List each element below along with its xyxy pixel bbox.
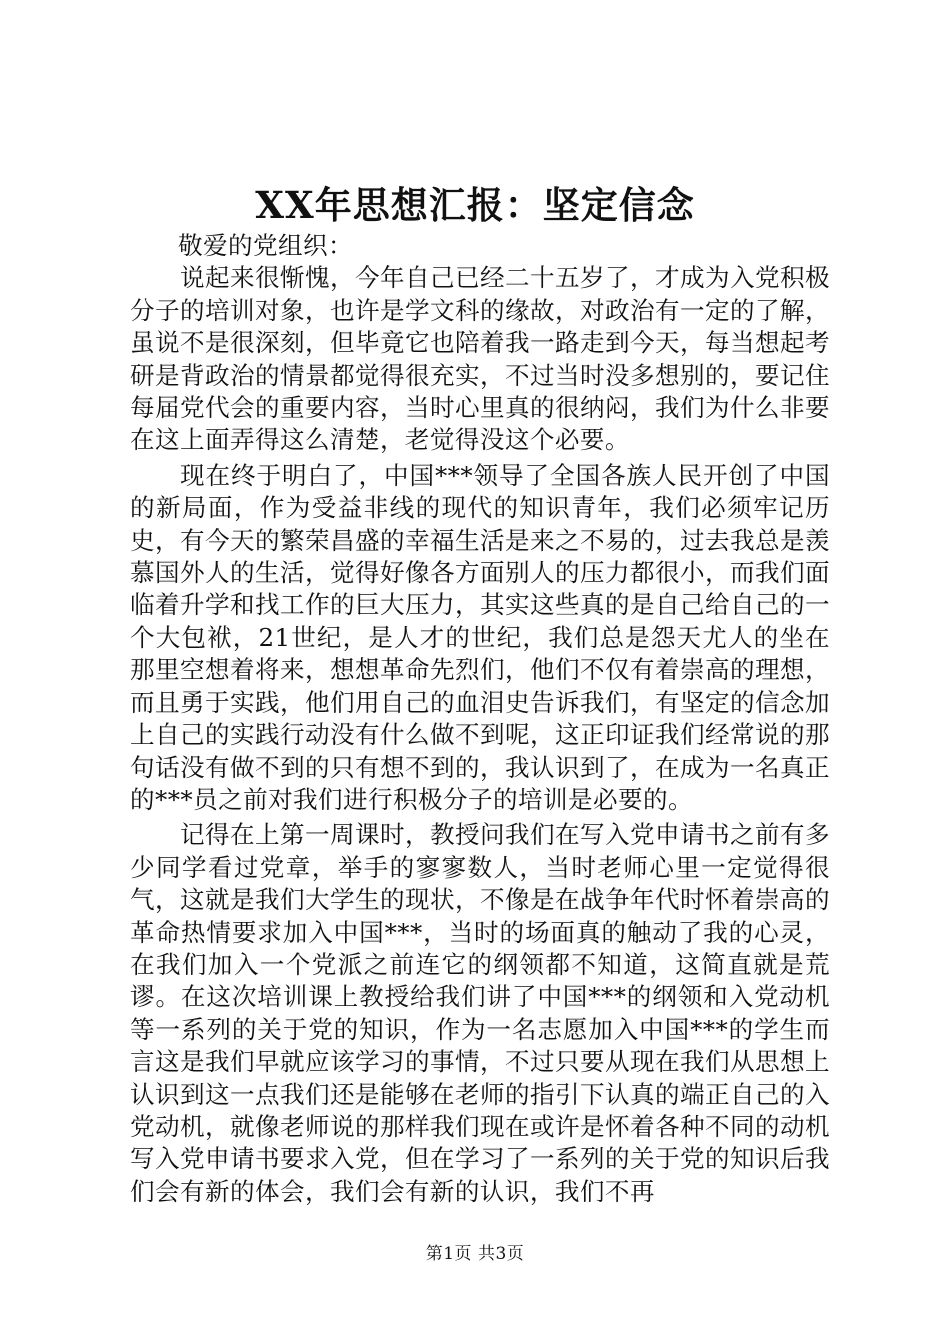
document-title: XX年思想汇报：坚定信念	[255, 183, 695, 227]
paragraph-1: 说起来很惭愧，今年自己已经二十五岁了，才成为入党积极分子的培训对象，也许是学文科的缘故，对政治有一定的了解，虽说不是很深刻，但毕竟它也陪着我一路走到今天，每当想起考研是背政治的情景都觉得很充实，不过当时没多想别的，要记住每届党代会的重要内容，当时心里真的很纳闷，我们为什么非要在这上面弄得这么清楚，老觉得没这个必要。	[130, 263, 830, 455]
page-number-footer: 第1页 共3页	[425, 1244, 525, 1264]
paragraph-3: 记得在上第一周课时，教授问我们在写入党申请书之前有多少同学看过党章，举手的寥寥数人，当时老师心里一定觉得很气，这就是我们大学生的现状，不像是在战争年代时怀着崇高的革命热情要求加入中国***，当时的场面真的触动了我的心灵，在我们加入一个党派之前连它的纲领都不知道，这简直就是荒谬。在这次培训课上教授给我们讲了中国***的纲领和入党动机等一系列的关于党的知识，作为一名志愿加入中国***的学生而言这是我们早就应该学习的事情，不过只要从现在我们从思想上认识到这一点我们还是能够在老师的指引下认真的端正自己的入党动机，就像老师说的那样我们现在或许是怀着各种不同的动机写入党申请书要求入党，但在学习了一系列的关于党的知识后我们会有新的体会，我们会有新的认识，我们不再	[130, 820, 830, 1206]
document-body	[130, 230, 830, 1208]
paragraph-2: 现在终于明白了，中国***领导了全国各族人民开创了中国的新局面，作为受益非线的现代的知识青年，我们必须牢记历史，有今天的繁荣昌盛的幸福生活是来之不易的，过去我总是羡慕国外人的生活，觉得好像各方面别人的压力都很小，而我们面临着升学和找工作的巨大压力，其实这些真的是自己给自己的一个大包袱，21世纪，是人才的世纪，我们总是怨天尤人的坐在那里空想着将来，想想革命先烈们，他们不仅有着崇高的理想，而且勇于实践，他们用自己的血泪史告诉我们，有坚定的信念加上自己的实践行动没有什么做不到呢，这正印证我们经常说的那句话没有做不到的只有想不到的，我认识到了，在成为一名真正的***员之前对我们进行积极分子的培训是必要的。	[130, 460, 830, 814]
salutation: 敬爱的党组织：	[178, 231, 353, 260]
